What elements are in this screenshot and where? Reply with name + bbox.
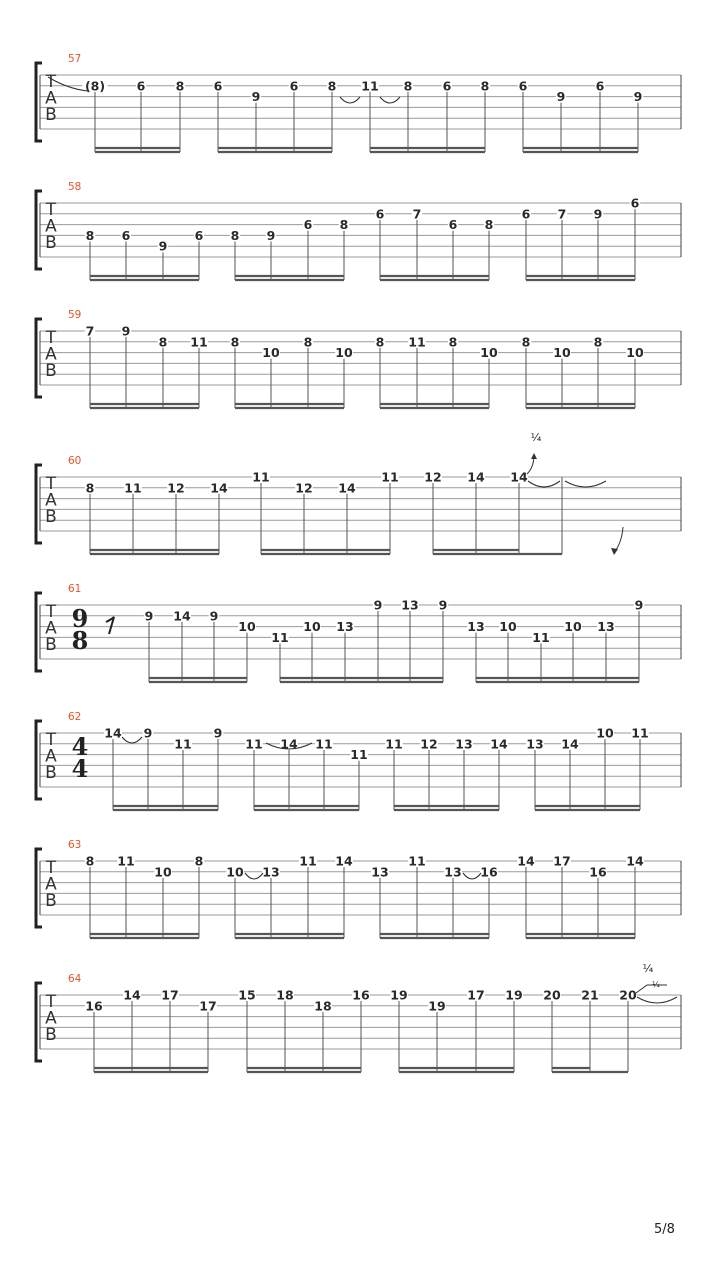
fret-number: 12 <box>167 480 185 496</box>
fret-number: 9 <box>121 323 131 339</box>
beam-group <box>230 334 353 408</box>
fret-number: 8 <box>480 78 490 94</box>
fret-number: 10 <box>553 345 571 361</box>
beam-group <box>85 988 217 1073</box>
fret-number: 7 <box>557 206 567 222</box>
fret-number: 14 <box>338 480 356 496</box>
fret-number: 9 <box>556 89 566 105</box>
fret-number: 17 <box>161 987 179 1003</box>
fret-number: 6 <box>521 206 531 222</box>
time-signature-digit: 9 <box>71 604 89 633</box>
tie-slur <box>528 481 560 487</box>
fret-number: 18 <box>276 987 294 1003</box>
beam-group <box>375 206 494 280</box>
measure-number: 61 <box>68 583 82 595</box>
tie-slur <box>380 97 400 103</box>
fret-number: 6 <box>213 78 223 94</box>
fret-number: 8 <box>484 217 494 233</box>
fret-number: 8 <box>175 78 185 94</box>
fret-number: 10 <box>626 345 644 361</box>
fret-number: 6 <box>303 217 313 233</box>
fret-number: 8 <box>230 227 240 243</box>
measure-number: 59 <box>68 309 82 321</box>
tab-clef-letter: B <box>45 891 57 911</box>
fret-number: 11 <box>350 747 368 763</box>
fret-number: 9 <box>438 597 448 613</box>
tab-clef-letter: A <box>45 216 57 237</box>
tab-clef-letter: A <box>45 490 57 511</box>
fret-number: 6 <box>289 78 299 94</box>
measure-number: 63 <box>68 839 82 851</box>
beam-group <box>521 196 640 281</box>
fret-number: 13 <box>371 864 389 880</box>
fret-number: 11 <box>299 853 317 869</box>
fret-number: 8 <box>230 334 240 350</box>
beam-group <box>518 78 643 152</box>
fret-number: 7 <box>85 323 95 339</box>
fret-number: 11 <box>245 736 263 752</box>
tab-clef-letter: A <box>45 746 57 767</box>
fret-number: 17 <box>553 853 571 869</box>
tab-clef-letter: A <box>45 88 57 109</box>
fret-number: 9 <box>158 238 168 254</box>
tab-system <box>36 181 681 280</box>
fret-number: 10 <box>480 345 498 361</box>
beam-group <box>85 854 204 939</box>
fret-number: 14 <box>280 736 298 752</box>
fret-number: 9 <box>634 597 644 613</box>
bend-label-small: ¼ <box>652 980 660 989</box>
fret-number: 9 <box>373 597 383 613</box>
beam-group <box>467 598 644 683</box>
beam-group <box>543 988 637 1073</box>
measure-number: 60 <box>68 455 82 467</box>
fret-number: 6 <box>595 78 605 94</box>
tab-clef-letter: T <box>45 72 57 92</box>
fret-number: 11 <box>117 853 135 869</box>
tie-slur <box>565 481 606 487</box>
fret-number: 12 <box>295 480 313 496</box>
fret-number: 10 <box>499 619 517 635</box>
measure-number: 58 <box>68 181 82 193</box>
tab-clef-letter: T <box>45 730 57 750</box>
fret-number: 8 <box>85 853 95 869</box>
fret-number: 9 <box>593 206 603 222</box>
fret-number: (8) <box>84 78 106 94</box>
fret-number: 11 <box>381 469 399 485</box>
fret-number: 9 <box>143 725 153 741</box>
beam-group <box>230 217 349 280</box>
fret-number: 14 <box>510 469 528 485</box>
beam-group <box>424 470 562 555</box>
beam-group <box>361 78 490 152</box>
fret-number: 17 <box>467 987 485 1003</box>
beam-group <box>521 334 644 408</box>
beam-group <box>85 480 228 554</box>
fret-number: 16 <box>480 864 498 880</box>
page-number: 5/8 <box>654 1222 675 1237</box>
tab-clef-letter: T <box>45 328 57 348</box>
time-signature-digit: 8 <box>71 626 89 655</box>
fret-number: 13 <box>401 597 419 613</box>
fret-number: 10 <box>564 619 582 635</box>
fret-number: 14 <box>104 725 122 741</box>
fret-number: 8 <box>339 217 349 233</box>
tie-slur <box>122 737 142 743</box>
time-signature-digit: 4 <box>71 754 89 783</box>
beam-group <box>252 470 399 555</box>
fret-number: 8 <box>303 334 313 350</box>
beam-group <box>82 78 185 152</box>
beam-group <box>144 608 256 682</box>
tab-clef-letter: B <box>45 507 57 527</box>
fret-number: 13 <box>336 619 354 635</box>
fret-number: 14 <box>561 736 579 752</box>
beam-group <box>213 78 337 152</box>
bend-label: ¼ <box>642 962 654 975</box>
bend-label: ¼ <box>530 431 542 444</box>
fret-number: 14 <box>467 469 485 485</box>
measure-number: 62 <box>68 711 82 723</box>
fret-number: 6 <box>630 195 640 211</box>
fret-number: 11 <box>190 334 208 350</box>
fret-number: 10 <box>238 619 256 635</box>
fret-number: 19 <box>505 987 523 1003</box>
tab-system <box>36 309 681 408</box>
beam-group <box>238 988 370 1073</box>
tab-clef-letter: T <box>45 602 57 622</box>
fret-number: 6 <box>136 78 146 94</box>
fret-number: 11 <box>361 78 379 94</box>
tab-clef-letter: B <box>45 1025 57 1045</box>
fret-number: 11 <box>532 629 550 645</box>
fret-number: 10 <box>226 864 244 880</box>
tab-clef-letter: T <box>45 992 57 1012</box>
tie-slur <box>340 97 360 103</box>
fret-number: 18 <box>314 998 332 1014</box>
fret-number: 8 <box>85 480 95 496</box>
tab-clef-letter: A <box>45 1008 57 1029</box>
fret-number: 14 <box>490 736 508 752</box>
fret-number: 14 <box>626 853 644 869</box>
beam-group <box>226 854 353 939</box>
tab-system <box>36 711 681 810</box>
fret-number: 14 <box>123 987 141 1003</box>
tab-system <box>36 431 681 555</box>
fret-number: 6 <box>194 227 204 243</box>
tab-system <box>36 962 681 1072</box>
fret-number: 16 <box>352 987 370 1003</box>
fret-number: 12 <box>424 469 442 485</box>
fret-number: 6 <box>375 206 385 222</box>
fret-number: 14 <box>335 853 353 869</box>
eighth-rest <box>106 617 114 634</box>
fret-number: 9 <box>266 227 276 243</box>
fret-number: 13 <box>262 864 280 880</box>
fret-number: 11 <box>124 480 142 496</box>
fret-number: 6 <box>518 78 528 94</box>
time-signature-digit: 4 <box>71 732 89 761</box>
fret-number: 10 <box>596 725 614 741</box>
fret-number: 9 <box>209 608 219 624</box>
fret-number: 11 <box>408 853 426 869</box>
fret-number: 6 <box>448 217 458 233</box>
fret-number: 14 <box>517 853 535 869</box>
beam-group <box>271 598 448 683</box>
measure-number: 57 <box>68 53 82 65</box>
fret-number: 15 <box>238 987 256 1003</box>
fret-number: 9 <box>213 725 223 741</box>
tab-clef-letter: A <box>45 618 57 639</box>
fret-number: 16 <box>589 864 607 880</box>
fret-number: 11 <box>174 736 192 752</box>
measure-number: 64 <box>68 973 82 985</box>
tie-slur <box>637 997 677 1003</box>
beam-group <box>85 324 208 409</box>
fret-number: 10 <box>303 619 321 635</box>
fret-number: 10 <box>335 345 353 361</box>
tab-clef-letter: B <box>45 233 57 253</box>
tab-system <box>36 839 681 938</box>
tab-clef-letter: B <box>45 763 57 783</box>
fret-number: 6 <box>442 78 452 94</box>
fret-number: 11 <box>408 334 426 350</box>
fret-number: 8 <box>375 334 385 350</box>
beam-group <box>526 726 649 811</box>
beam-group <box>375 334 498 408</box>
tab-clef-letter: T <box>45 858 57 878</box>
fret-number: 11 <box>631 725 649 741</box>
tab-clef-letter: B <box>45 361 57 381</box>
tab-clef-letter: B <box>45 635 57 655</box>
beam-group <box>245 736 368 810</box>
fret-number: 20 <box>543 987 561 1003</box>
beam-group <box>385 736 508 810</box>
fret-number: 10 <box>262 345 280 361</box>
fret-number: 8 <box>327 78 337 94</box>
fret-number: 8 <box>158 334 168 350</box>
fret-number: 11 <box>385 736 403 752</box>
tab-clef-letter: T <box>45 474 57 494</box>
fret-number: 11 <box>271 629 289 645</box>
fret-number: 8 <box>85 227 95 243</box>
tab-clef-letter: T <box>45 200 57 220</box>
tab-clef-letter: B <box>45 105 57 125</box>
fret-number: 17 <box>199 998 217 1014</box>
fret-number: 19 <box>390 987 408 1003</box>
release-arrowhead <box>611 548 618 555</box>
bend-arrowhead <box>531 453 537 459</box>
fret-number: 10 <box>154 864 172 880</box>
fret-number: 12 <box>420 736 438 752</box>
beam-group <box>371 854 498 939</box>
tab-clef-letter: A <box>45 874 57 895</box>
fret-number: 13 <box>455 736 473 752</box>
fret-number: 8 <box>194 853 204 869</box>
tab-system <box>36 583 681 682</box>
beam-group <box>390 988 523 1073</box>
tab-clef-letter: A <box>45 344 57 365</box>
fret-number: 8 <box>403 78 413 94</box>
fret-number: 9 <box>144 608 154 624</box>
fret-number: 16 <box>85 998 103 1014</box>
fret-number: 9 <box>251 89 261 105</box>
fret-number: 8 <box>448 334 458 350</box>
fret-number: 8 <box>521 334 531 350</box>
fret-number: 13 <box>444 864 462 880</box>
fret-number: 8 <box>593 334 603 350</box>
fret-number: 20 <box>619 987 637 1003</box>
tie-slur <box>463 873 481 879</box>
fret-number: 6 <box>121 227 131 243</box>
fret-number: 11 <box>252 469 270 485</box>
fret-number: 9 <box>633 89 643 105</box>
fret-number: 13 <box>597 619 615 635</box>
fret-number: 21 <box>581 987 599 1003</box>
fret-number: 7 <box>412 206 422 222</box>
tab-system <box>36 53 681 152</box>
fret-number: 13 <box>526 736 544 752</box>
beam-group <box>517 854 644 939</box>
fret-number: 19 <box>428 998 446 1014</box>
tie-slur <box>245 873 263 879</box>
fret-number: 14 <box>173 608 191 624</box>
fret-number: 13 <box>467 619 485 635</box>
fret-number: 14 <box>210 480 228 496</box>
beam-group <box>104 726 223 811</box>
fret-number: 11 <box>315 736 333 752</box>
